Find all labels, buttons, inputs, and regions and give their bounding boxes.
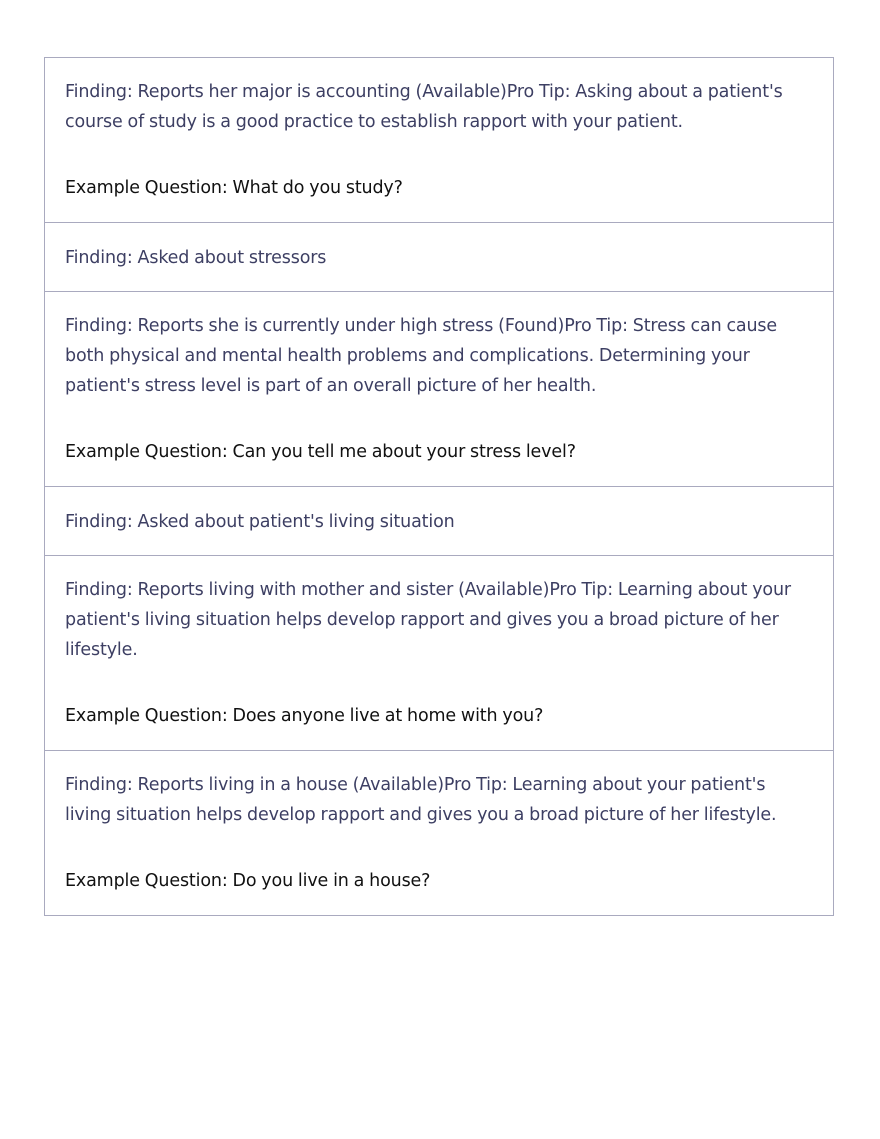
finding-text: Finding: Asked about stressors [65,248,327,268]
finding-row [45,222,833,291]
finding-text: Finding: Reports she is currently under high stress (Found)Pro Tip: Stress can cause both physical and mental health problems and complications. Determining your patient's stress level is part of an overall picture of her health. [65,316,778,396]
example-question: Example Question: Does anyone live at home with you? [65,706,544,726]
finding-row [45,486,833,555]
finding-text: Finding: Asked about patient's living situation [65,512,455,532]
finding-text: Finding: Reports her major is accounting (Available)Pro Tip: Asking about a patient's course of study is a good practice to establish rapport with your patient. [65,82,783,132]
example-question: Example Question: Can you tell me about your stress level? [65,442,576,462]
finding-text: Finding: Reports living in a house (Available)Pro Tip: Learning about your patient's living situation helps develop rapport and gives you a broad picture of her lifestyle. [65,775,777,825]
finding-row [45,58,833,222]
finding-row [45,555,833,750]
finding-text: Finding: Reports living with mother and sister (Available)Pro Tip: Learning about your patient's living situation helps develop rapport and gives you a broad picture of her lifestyle. [65,580,791,660]
example-question: Example Question: Do you live in a house? [65,871,431,891]
finding-row [45,291,833,486]
example-question: Example Question: What do you study? [65,178,403,198]
finding-row [45,750,833,915]
findings-table [44,57,834,916]
